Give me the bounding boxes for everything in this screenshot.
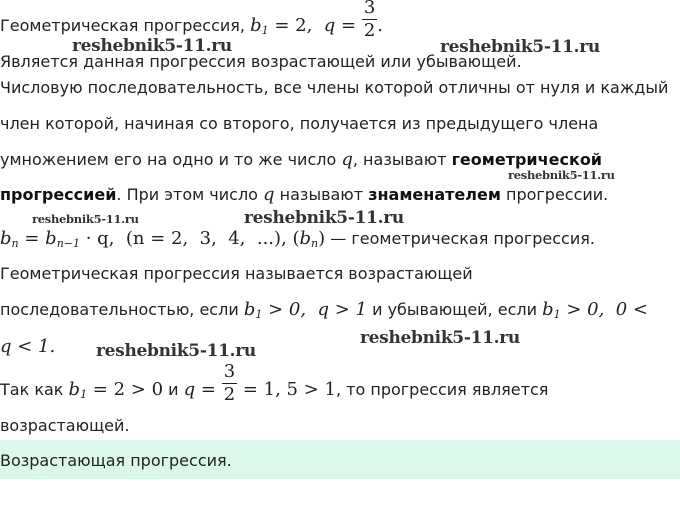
task-prefix: Геометрическая прогрессия, xyxy=(0,16,245,35)
watermark: reshebnik5-11.ru xyxy=(360,328,520,348)
solution-line-1: Так как $b_1 = 2 > 0$ и q = $\frac{3}{2}$ = 1, 5 > 1, то прогрессия является xyxy=(0,361,549,405)
watermark: reshebnik5-11.ru xyxy=(244,208,404,228)
watermark: reshebnik5-11.ru xyxy=(440,37,600,57)
definition-line-4: прогрессией. При этом число q называют знаменателем прогрессии. xyxy=(0,184,609,205)
formula-sequence: $b_n$ xyxy=(299,228,319,250)
task-question: Является данная прогрессия возрастающей или убывающей. xyxy=(0,52,522,71)
task-period: . xyxy=(377,15,383,36)
q-symbol-inline: q xyxy=(341,149,353,170)
q-symbol: q xyxy=(323,15,336,36)
term-ratio: знаменателем xyxy=(368,185,501,204)
formula-line: $b_n = b_{n-1} \cdot q$, (n = 2, 3, 4, ...), $(b_n)$ — геометрическая прогрессия. xyxy=(0,228,595,250)
watermark: reshebnik5-11.ru xyxy=(96,341,256,361)
q-fraction: $\frac{3}{2}$ xyxy=(363,0,376,41)
watermark: reshebnik5-11.ru xyxy=(32,212,139,226)
b1-symbol: $b_1$ xyxy=(250,15,269,37)
formula-bn-1: $b_{n-1}$ xyxy=(45,228,80,250)
term-progression: прогрессией xyxy=(0,185,117,204)
definition-line-1: Числовую последовательность, все члены которой отличны от нуля и каждый xyxy=(0,78,669,97)
rule-line-3: q < 1. xyxy=(0,336,56,357)
q-symbol-inline-2: q xyxy=(263,184,275,205)
q-equals: = xyxy=(335,15,362,36)
answer-box xyxy=(0,440,680,479)
formula-caption: — геометрическая прогрессия. xyxy=(325,229,595,248)
rule-line-2: последовательностью, если $b_1 > 0$, q > 1 и убывающей, если $b_1 > 0$, 0 < xyxy=(0,299,649,321)
watermark: reshebnik5-11.ru xyxy=(72,36,232,56)
solution-line-2: возрастающей. xyxy=(0,416,130,435)
formula-bn: $b_n$ xyxy=(0,228,19,250)
watermark: reshebnik5-11.ru xyxy=(508,168,615,182)
rule-line-1: Геометрическая прогрессия называется возрастающей xyxy=(0,264,473,283)
definition-line-2: член которой, начиная со второго, получается из предыдущего члена xyxy=(0,114,599,133)
b1-value: = 2, xyxy=(268,15,324,36)
term-geometric: геометрической xyxy=(451,150,603,169)
answer-text: Возрастающая прогрессия. xyxy=(0,451,232,470)
solution-fraction: $\frac{3}{2}$ xyxy=(223,361,236,405)
definition-line-3: умножением его на одно и то же число q, называют геометрической xyxy=(0,149,603,170)
formula-rest: · q, (n = 2, 3, 4, ...), ( xyxy=(80,228,300,249)
